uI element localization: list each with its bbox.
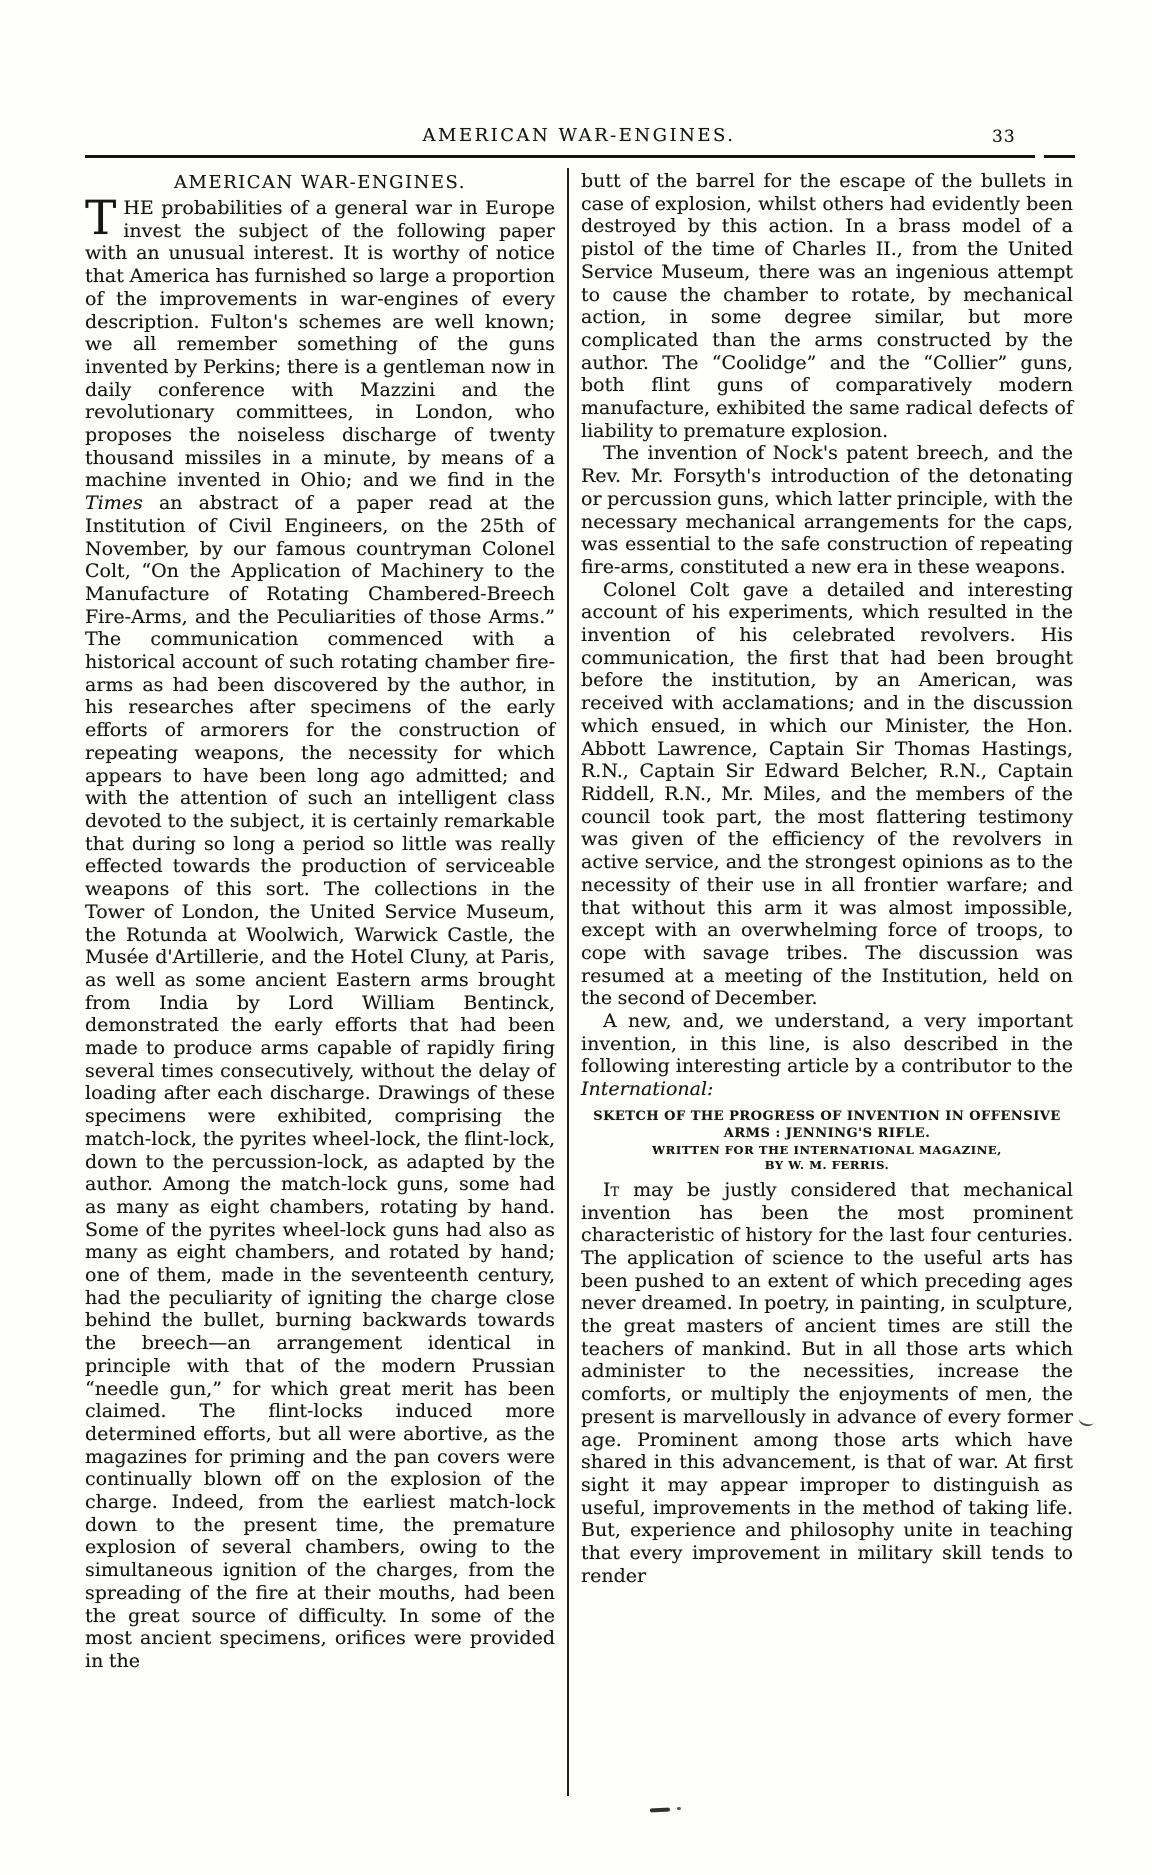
paragraph-text: may be justly considered that mechanical invention has been the most prominent characteristic of history for the last four centuries. The application of science to the useful arts has been pushed to an extent of which preceding ages never dreamed. In poetry, in painting, in sculpture, the great masters of ancient times are still the teachers of mankind. But in all those arts which administer to the necessities, increase the comforts, or multiply the enjoyments of men, the present is marvellously in advance of every former age. Prominent among those arts which have shared in this advancement, is that of war. At first sight it may appear improper to distinguish as useful, improvements in the method of taking life. But, experience and philosophy unite in teaching that every improvement in military skill tends to render	[581, 1178, 1073, 1587]
ferris-opening-paragraph	[581, 1179, 1073, 1588]
page-number: 33	[992, 127, 1016, 147]
lead-word: It	[603, 1178, 620, 1201]
new-invention-paragraph	[581, 1010, 1073, 1101]
pen-mark	[1078, 1413, 1095, 1427]
left-column	[85, 170, 555, 1673]
ink-smudge-mark	[650, 1807, 670, 1812]
header-rule	[85, 155, 1035, 158]
international-italic: International:	[581, 1078, 714, 1101]
header-rule-fragment	[1044, 155, 1075, 158]
colt-paragraph: Colonel Colt gave a detailed and interesting account of his experiments, which resulted in the invention of his celebrated revolvers. His communication, the first that had been brought before the institution, by an American, was received with acclamations; and in the discussion which ensued, in which our Minister, the Hon. Abbott Lawrence, Captain Sir Thomas Hastings, R.N., Captain Sir Edward Belcher, R.N., Captain Riddell, R.N., Mr. Miles, and the members of the council took part, the most flattering testimony was given of the efficiency of the revolvers in active service, and the strongest opinions as to the necessity of their use in all frontier warfare; and that without this arm it was almost impossible, except with an overwhelming force of troops, to cope with savage tribes. The discussion was resumed at a meeting of the Institution, held on the second of December.	[581, 578, 1073, 1010]
article-title: AMERICAN WAR-ENGINES.	[174, 172, 466, 193]
paragraph-text: an abstract of a paper read at the Institution of Civil Engineers, on the 25th of November, by our famous countryman Colonel Colt, “On the Application of Machinery to the Manufacture of Rotating Chambered-Breech Fire-Arms, and the Peculiarities of those Arms.” The communication commenced with a historical account of such rotating chamber fire-arms as had been discovered by the author, in his researches after specimens of the early efforts of armorers for the construction of repeating weapons, the necessity for which appears to have been long ago admitted; and with the attention of such an intelligent class devoted to the subject, it is certainly remarkable that during so long a period so little was really effected towards the production of serviceable weapons of this sort. The collections in the Tower of London, the United Service Museum, the Rotunda at Woolwich, Warwick Castle, the Musée d'Artillerie, and the Hotel Cluny, at Paris, as well as some ancient Eastern arms brought from India by Lord William Bentinck, demonstrated the early efforts that had been made to produce arms capable of rapidly firing several times consecutively, without the delay of loading after each discharge. Drawings of these specimens were exhibited, comprising the match-lock, the pyrites wheel-lock, the flint-lock, down to the percussion-lock, as adapted by the author. Among the match-lock guns, some had as many as eight chambers, rotating by hand. Some of the pyrites wheel-lock guns had also as many as eight chambers, and rotated by hand; one of them, made in the seventeenth century, had the peculiarity of igniting the charge close behind the bullet, burning backwards towards the breech—an arrangement identical in principle with that of the modern Prussian “needle gun,” for which great merit has been claimed. The flint-locks induced more determined efforts, but all were abortive, as the magazines for priming and the pan covers were continually blown off on the explosion of the charge. Indeed, from the earliest match-lock down to the present time, the premature explosion of several chambers, owing to the simultaneous ignition of the charges, from the spreading of the fire at their mouths, had been the great source of difficulty. In some of the most ancient specimens, orifices were provided in the	[85, 492, 555, 1672]
drop-cap: T	[85, 191, 117, 246]
opening-paragraph	[85, 191, 555, 1673]
subheading-byline: BY W. M. FERRIS.	[764, 1158, 890, 1173]
article-subheading	[581, 1108, 1073, 1174]
paragraph-text: A new, and, we understand, a very important invention, in this line, is also described in the following interesting article by a contributor to the	[581, 1010, 1073, 1078]
paragraph-text: HE probabilities of a general war in Europe invest the subject of the following paper with an unusual interest. It is worthy of notice that America has furnished so large a proportion of the improvements in war-engines of every description. Fulton's schemes are well known; we all remember something of the guns invented by Perkins; there is a gentleman now in daily conference with Mazzini and the revolutionary committees, in London, who proposes the noiseless discharge of twenty thousand missiles in a minute, by means of a machine invented in Ohio; and we find in the	[85, 197, 555, 492]
continuation-paragraph: butt of the barrel for the escape of the bullets in case of explosion, whilst others had evidently been destroyed by this action. In a brass model of a pistol of the time of Charles II., from the United Service Museum, there was an ingenious attempt to cause the chamber to rotate, by mechanical action, in some degree similar, but more complicated than the arms constructed by the author. The “Coolidge” and the “Collier” guns, both flint guns of comparatively modern manufacture, exhibited the same radical defects of liability to premature explosion.	[581, 170, 1073, 442]
times-italic: Times	[85, 492, 143, 515]
right-column	[581, 170, 1073, 1673]
subheading-title: SKETCH OF THE PROGRESS OF INVENTION IN OFFENSIVE ARMS : JENNING'S RIFLE.	[593, 1108, 1061, 1142]
running-head-title: AMERICAN WAR-ENGINES.	[422, 125, 736, 146]
text-columns	[85, 170, 1073, 1673]
subheading-credit: WRITTEN FOR THE INTERNATIONAL MAGAZINE,	[652, 1142, 1002, 1157]
nock-paragraph: The invention of Nock's patent breech, and the Rev. Mr. Forsyth's introduction of the detonating or percussion guns, which latter principle, with the necessary mechanical arrangements for the caps, was essential to the safe construction of repeating fire-arms, constituted a new era in these weapons.	[581, 442, 1073, 578]
